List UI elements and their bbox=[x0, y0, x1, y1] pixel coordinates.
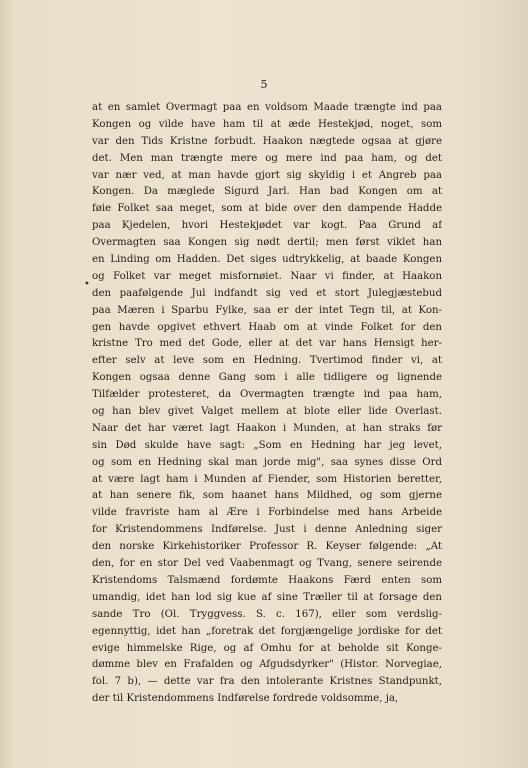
text-line: Kristendoms Talsmænd fordømte Haakons Færd enten som bbox=[92, 574, 442, 586]
text-line: den, for en stor Del ved Vaabenmagt og Tvang, senere seirende bbox=[92, 558, 442, 570]
text-line: efter selv at leve som en Hedning. Tvertimod finder vi, at bbox=[92, 355, 442, 367]
page-number: 5 bbox=[260, 78, 268, 91]
text-line: egennyttig, idet han „foretrak det forgjængelige jordiske for det bbox=[92, 625, 442, 637]
text-line: Kongen og vilde have ham til at æde Hestekjød, noget, som bbox=[92, 118, 442, 130]
text-line: den norske Kirkehistoriker Professor R. Keyser følgende: „At bbox=[92, 541, 442, 553]
text-line: og han blev givet Valget mellem at blote eller lide Overlast. bbox=[92, 406, 442, 418]
text-line: Kongen ogsaa denne Gang som i alle tidligere og lignende bbox=[92, 372, 442, 384]
text-line: vilde fravriste ham al Ære i Forbindelse med hans Arbeide bbox=[92, 507, 442, 519]
text-line: umandig, idet han lod sig kue af sine Træller til at forsage den bbox=[92, 591, 442, 603]
text-line: sin Død skulde have sagt: „Som en Hedning har jeg levet, bbox=[92, 439, 442, 451]
body-text bbox=[92, 100, 442, 708]
text-line: gen havde opgivet ethvert Haab om at vinde Folket for den bbox=[92, 321, 442, 333]
text-line: der til Kristendommens Indførelse fordrede voldsomme, ja, bbox=[92, 693, 399, 705]
text-line: at han senere fik, som haanet hans Mildhed, og som gjerne bbox=[92, 490, 442, 502]
margin-mark: • bbox=[84, 279, 90, 290]
text-line: føie Folket saa meget, som at bide over den dampende Hadde bbox=[92, 203, 442, 215]
text-line: det. Men man trængte mere og mere ind paa ham, og det bbox=[92, 152, 442, 164]
text-line: den paafølgende Jul indfandt sig ved et stort Julegjæstebud bbox=[92, 287, 442, 299]
text-line: var den Tids Kristne forbudt. Haakon nægtede ogsaa at gjøre bbox=[92, 135, 442, 147]
text-line: fol. 7 b), — dette var fra den intolerante Kristnes Standpunkt, bbox=[92, 676, 442, 688]
text-line: evige himmelske Rige, og af Omhu for at beholde sit Konge- bbox=[92, 642, 442, 654]
text-line: og Folket var meget misfornøiet. Naar vi finder, at Haakon bbox=[92, 270, 442, 282]
text-line: Naar det har været lagt Haakon i Munden, at han straks før bbox=[92, 422, 442, 434]
text-line: en Linding om Hadden. Det siges udtrykkelig, at baade Kongen bbox=[92, 254, 442, 266]
text-line: dømme blev en Frafalden og Afgudsdyrker" (Histor. Norvegiae, bbox=[92, 659, 442, 671]
text-line: paa Kjedelen, hvori Hestekjødet var kogt. Paa Grund af bbox=[92, 220, 442, 232]
text-line: Kongen. Da mæglede Sigurd Jarl. Han bad Kongen om at bbox=[92, 186, 442, 198]
text-line: at en samlet Overmagt paa en voldsom Maade trængte ind paa bbox=[92, 102, 442, 113]
text-line: kristne Tro med det Gode, eller at det var hans Hensigt her- bbox=[92, 338, 442, 350]
text-line: og som en Hedning skal man jorde mig", saa synes disse Ord bbox=[92, 456, 442, 468]
text-line: at være lagt ham i Munden af Fiender, som Historien beretter, bbox=[92, 473, 442, 485]
text-line: paa Mæren i Sparbu Fylke, saa er der intet Tegn til, at Kon- bbox=[92, 304, 442, 316]
text-line: for Kristendommens Indførelse. Just i denne Anledning siger bbox=[92, 524, 442, 536]
text-line: Overmagten saa Kongen sig nødt dertil; men først viklet han bbox=[92, 237, 442, 249]
text-line: sande Tro (Ol. Tryggvess. S. c. 167), eller som verdslig- bbox=[92, 608, 442, 620]
text-line: var nær ved, at man havde gjort sig skyldig i et Angreb paa bbox=[92, 169, 442, 181]
text-line: Tilfælder protesteret, da Overmagten trængte ind paa ham, bbox=[92, 389, 442, 401]
